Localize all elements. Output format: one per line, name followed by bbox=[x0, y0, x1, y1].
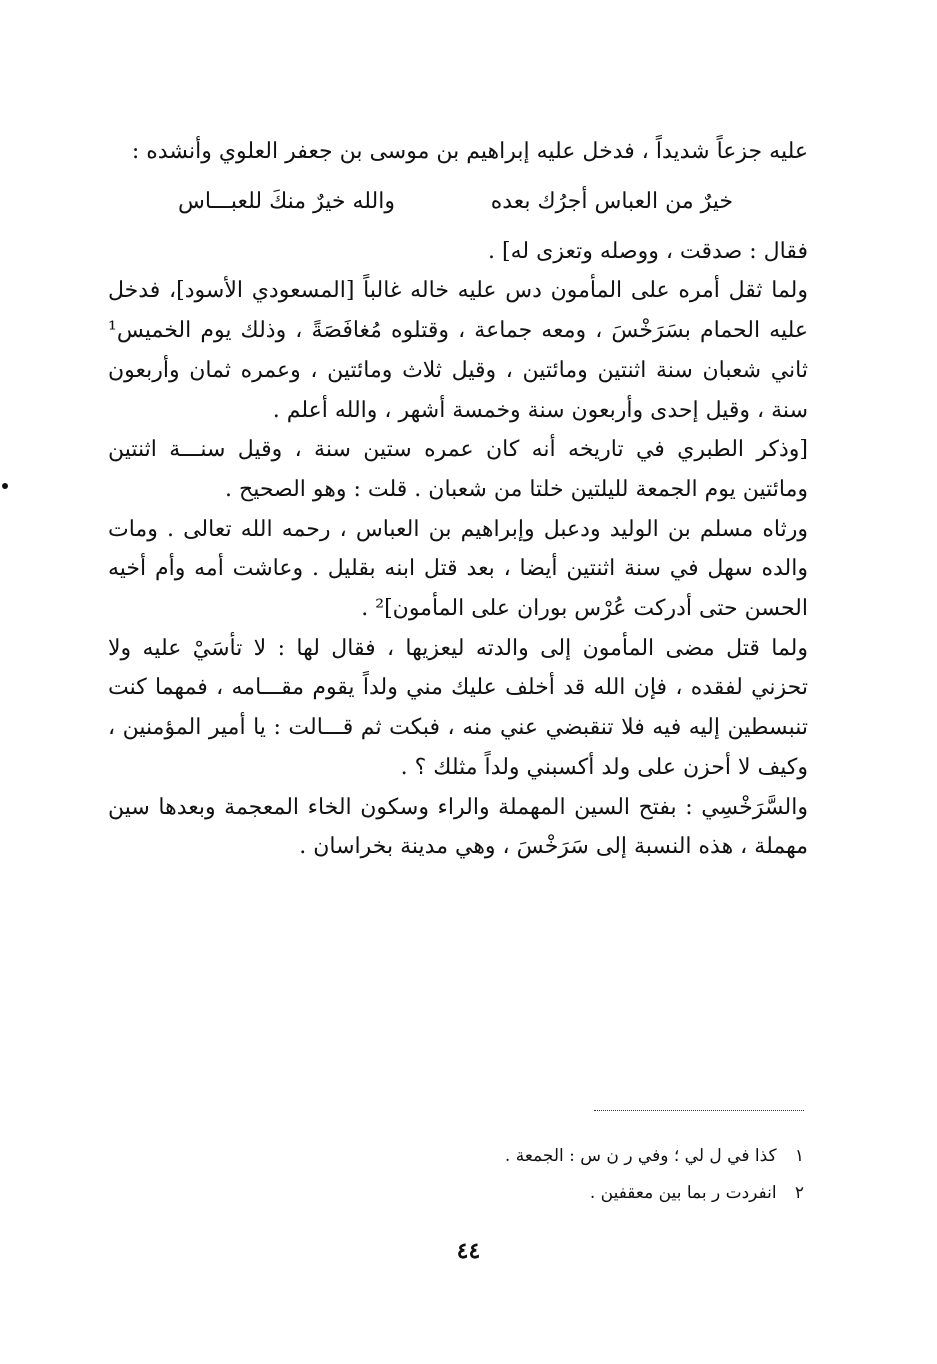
scan-margin-dot bbox=[2, 483, 8, 489]
paragraph: والسَّرَخْسِي : بفتح السين المهملة والراء وسكون الخاء المعجمة وبعدها سين مهملة ، هذه النسبة إلى سَرَخْسَ ، وهي مدينة بخراسان . bbox=[108, 794, 808, 860]
footnote-number: ٢ bbox=[794, 1183, 804, 1203]
footnote-text: كذا في ل لي ؛ وفي ر ن س : الجمعة . bbox=[504, 1146, 777, 1166]
footnote-number: ١ bbox=[794, 1146, 804, 1166]
page-number: ٤٤ bbox=[456, 1238, 481, 1264]
poem-verse bbox=[108, 172, 808, 232]
footnote-item bbox=[304, 1175, 804, 1212]
main-text bbox=[108, 132, 808, 867]
footnote-text: انفردت ر بما بين معقفين . bbox=[589, 1183, 777, 1203]
text-line: عليه جزعاً شديداً ، فدخل عليه إبراهيم بن موسى بن جعفر العلوي وأنشده : bbox=[131, 139, 808, 164]
paragraph: ورثاه مسلم بن الوليد ودعبل وإبراهيم بن العباس ، رحمه الله تعالى . ومات والده سهل في سنة اثنتين أيضا ، بعد قتل ابنه بقليل . وعاشت أمه وأم أخيه الحسن حتى أدركت عُرْس بوران على المأمون]² . bbox=[108, 516, 808, 622]
verse-hemistich-right: خيرٌ من العباس أجرُك بعده bbox=[490, 188, 733, 214]
paragraph: [وذكر الطبري في تاريخه أنه كان عمره ستين سنة ، وقيل سنـــة اثنتين ومائتين يوم الجمعة لليلتين خلتا من شعبان . قلت : وهو الصحيح . bbox=[108, 437, 808, 502]
text-line: فقال : صدقت ، ووصله وتعزى له] . bbox=[488, 238, 808, 264]
paragraph: ولما قتل مضى المأمون إلى والدته ليعزيها ، فقال لها : لا تأسَيْ عليه ولا تحزني لفقده ، فإن الله قد أخلف عليك مني ولداً يقوم مقـــامه ، فمهما كنت تنبسطين إليه فيه فلا تنقبضي عني منه ، فبكت ثم قـــالت : يا أمير المؤمنين ، وكيف لا أحزن على ولد أكسبني ولداً مثلك ؟ . bbox=[108, 635, 808, 780]
footnote-item bbox=[304, 1138, 804, 1175]
footnotes bbox=[304, 1138, 804, 1212]
verse-hemistich-left: والله خيرٌ منكَ للعبـــاس bbox=[178, 188, 395, 214]
paragraph: ولما ثقل أمره على المأمون دس عليه خاله غالباً [المسعودي الأسود]، فدخل عليه الحمام بسَرَخْسَ ، ومعه جماعة ، وقتلوه مُغافَصَةً ، وذلك يوم الخميس¹ ثاني شعبان سنة اثنتين ومائتين ، وقيل ثلاث ومائتين ، وعمره ثمان وأربعون سنة ، وقيل إحدى وأربعون سنة وخمسة أشهر ، والله أعلم . bbox=[108, 278, 808, 423]
footnote-divider bbox=[594, 1110, 804, 1111]
